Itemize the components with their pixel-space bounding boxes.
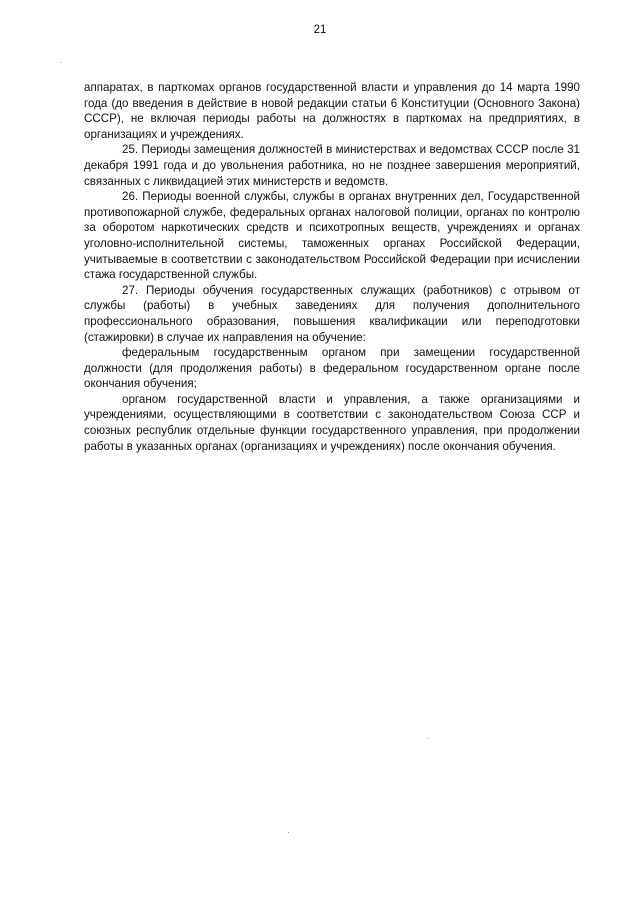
page-number: 21: [313, 24, 327, 36]
paragraph-item-27-sub-2: органом государственной власти и управления, а также организациями и учреждениями, осуществляющими в соответствии с законодательством Союза ССР и союзных республик отдельные функции государственного управления, при продолжении работы в указанных органах (организациях и учреждениях) после окончания обучения.: [84, 392, 580, 453]
scan-speck: [60, 62, 61, 63]
scan-speck: [428, 738, 429, 739]
paragraph-item-27-sub-1: федеральным государственным органом при замещении государственной должности (для продолжения работы) в федеральном государственном органе после окончания обучения;: [84, 346, 580, 391]
scan-speck: [288, 832, 289, 833]
paragraph-continuation: аппаратах, в парткомах органов государственной власти и управления до 14 марта 1990 года (до введения в действие в новой редакции статьи 6 Конституции (Основного Закона) СССР), не включая периоды работы на должностях в парткомах на предприятиях, в организациях и учреждениях.: [84, 81, 580, 141]
paragraph-item-25: 25. Периоды замещения должностей в министерствах и ведомствах СССР после 31 декабря 1991 года и до увольнения работника, но не позднее завершения мероприятий, связанных с ликвидацией этих министерств и ведомств.: [84, 143, 580, 188]
paragraph-item-26: 26. Периоды военной службы, службы в органах внутренних дел, Государственной противопожарной службе, федеральных органах налоговой полиции, органах по контролю за оборотом наркотических средств и психотропных веществ, учреждениях и органах уголовно-исполнительной системы, таможенных органах Российской Федерации, учитываемые в соответствии с законодательством Российской Федерации при исчислении стажа государственной службы.: [84, 190, 580, 282]
document-body: [84, 80, 580, 454]
paragraph-item-27: 27. Периоды обучения государственных служащих (работников) с отрывом от службы (работы) в учебных заведениях для получения дополнительного профессионального образования, повышения квалификации или переподготовки (стажировки) в случае их направления на обучение:: [84, 283, 580, 344]
